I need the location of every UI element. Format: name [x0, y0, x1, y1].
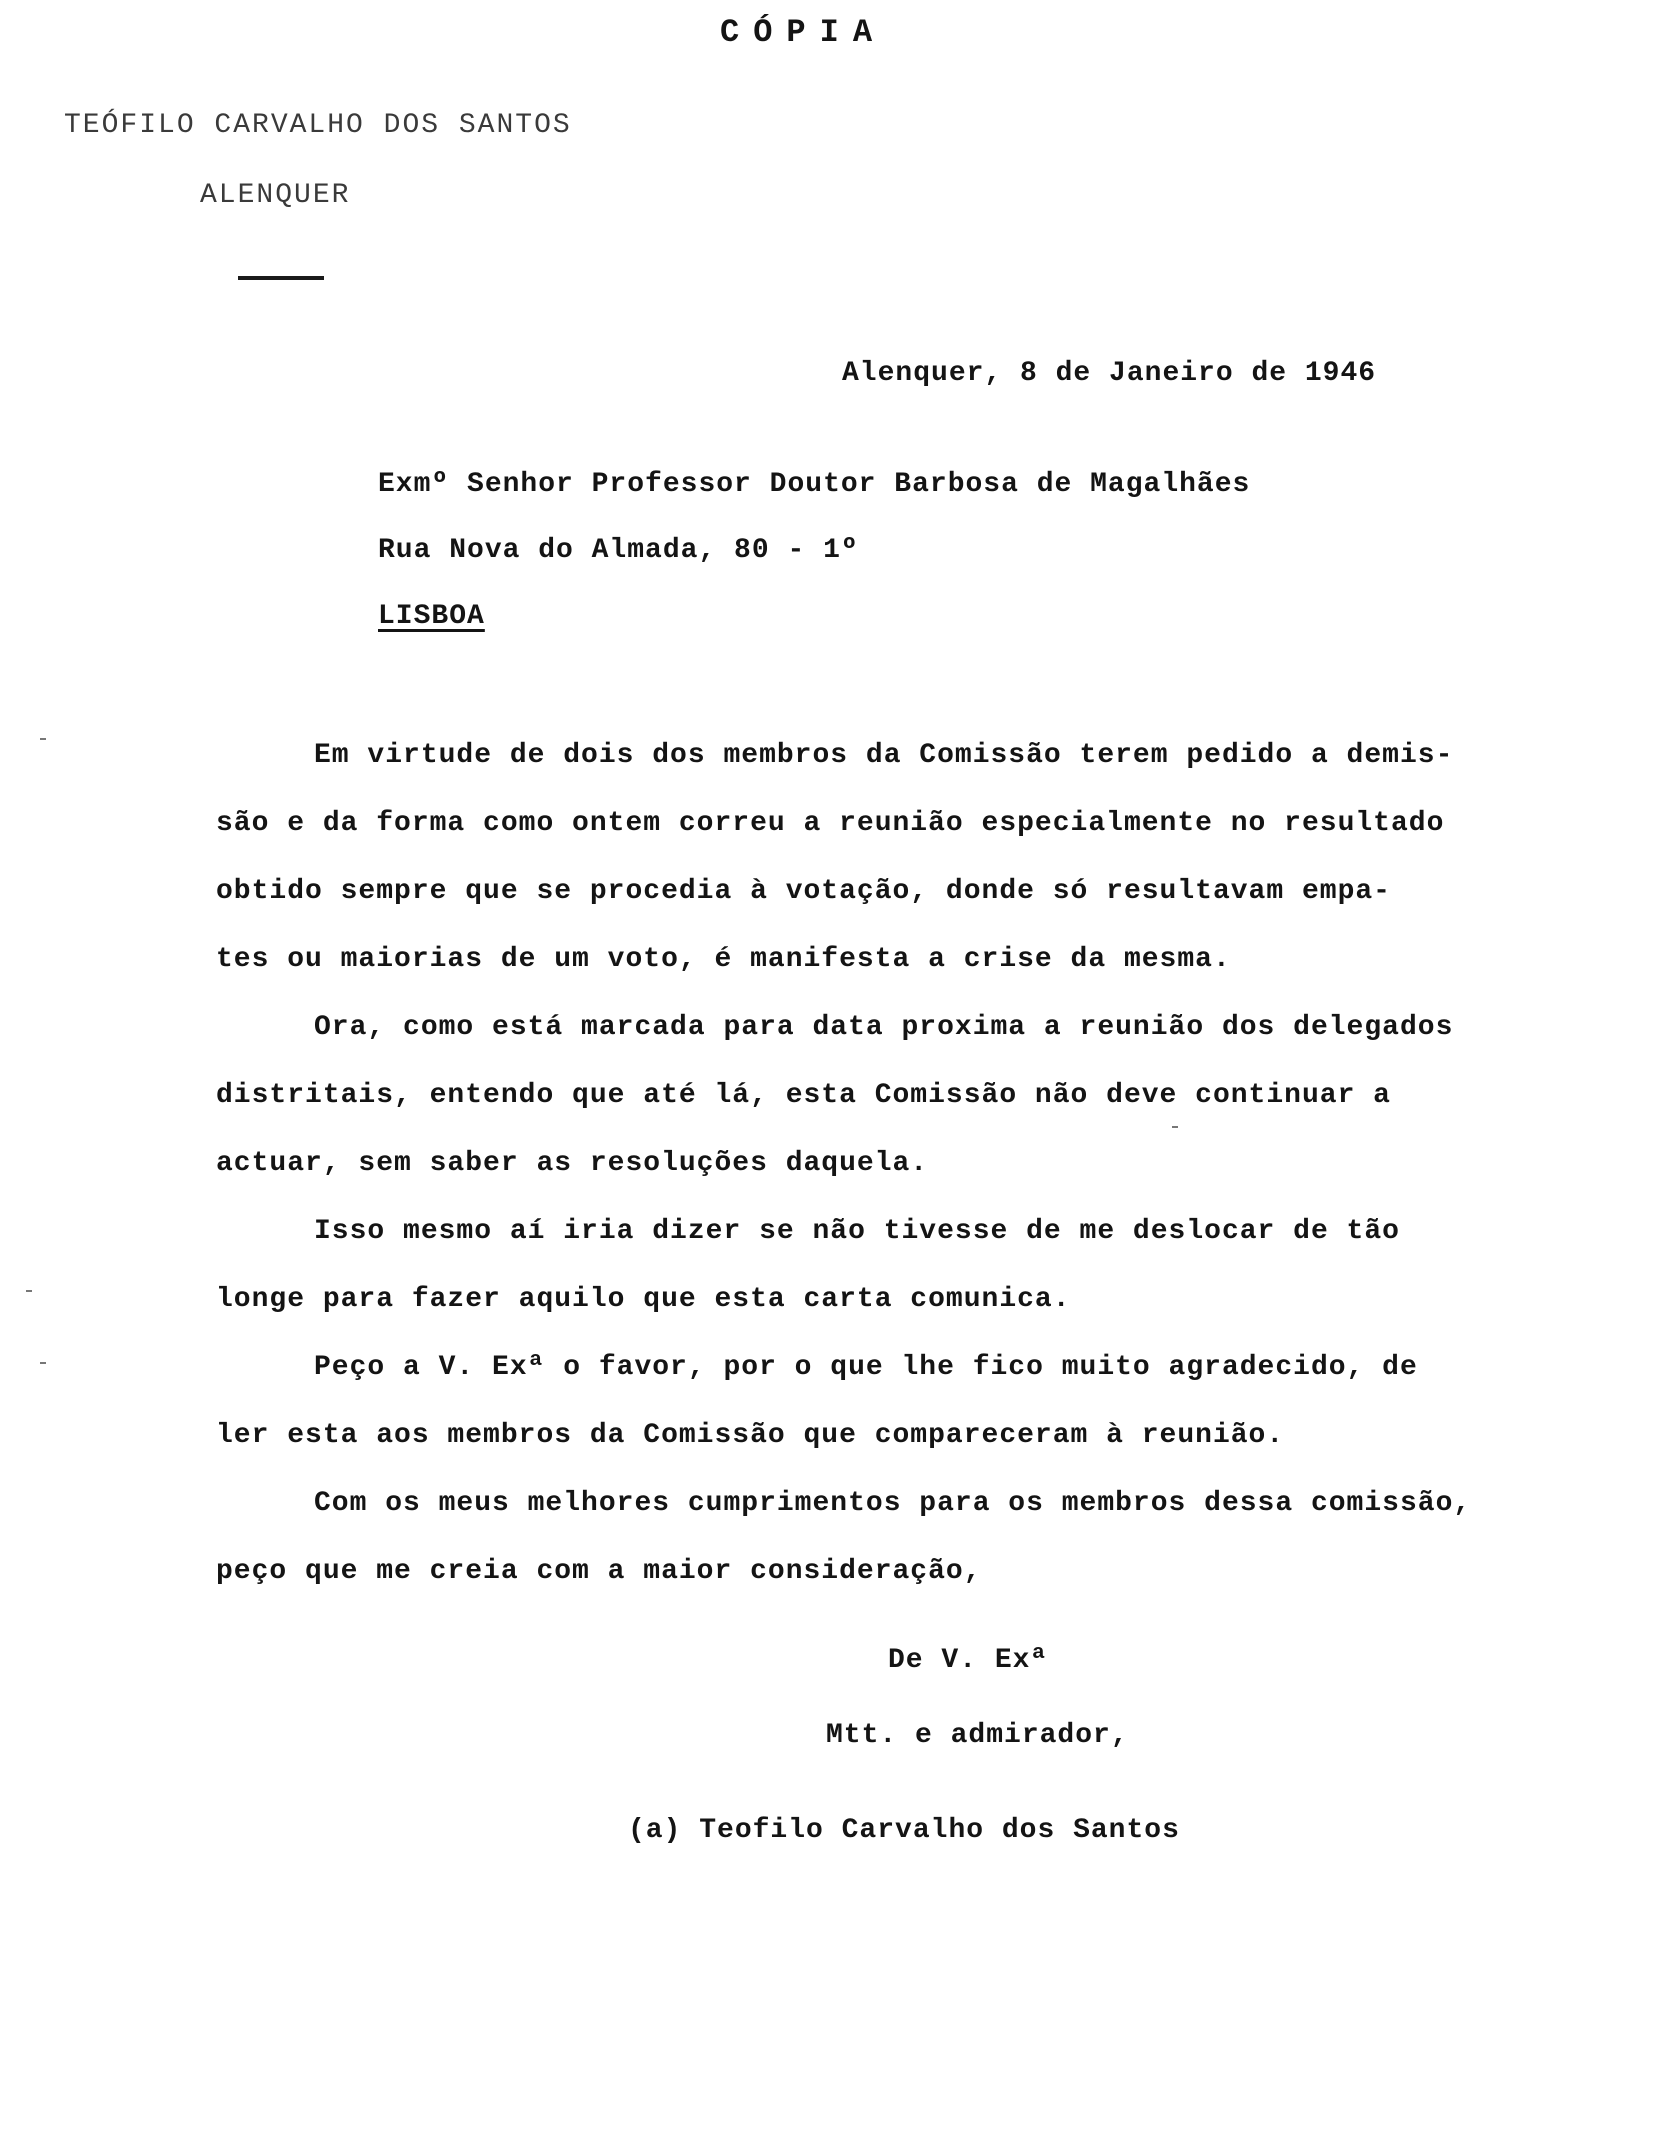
scan-speck — [40, 738, 46, 740]
addressee-block — [378, 452, 1250, 650]
body-line: Com os meus melhores cumprimentos para os membros dessa comissão, — [314, 1488, 1472, 1519]
body-line: ler esta aos membros da Comissão que compareceram à reunião. — [216, 1420, 1285, 1451]
date-line: Alenquer, 8 de Janeiro de 1946 — [842, 358, 1377, 389]
addressee-name: Exmº Senhor Professor Doutor Barbosa de Magalhães — [378, 469, 1251, 500]
body-line: peço que me creia com a maior consideração, — [216, 1556, 982, 1587]
body-line: Ora, como está marcada para data proxima a reunião dos delegados — [314, 1012, 1454, 1043]
scan-speck — [1172, 1126, 1178, 1128]
scan-speck — [40, 1362, 46, 1364]
body-line: longe para fazer aquilo que esta carta comunica. — [216, 1284, 1071, 1315]
letter-body — [216, 722, 1606, 1606]
body-line: obtido sempre que se procedia à votação, donde só resultavam empa- — [216, 876, 1391, 907]
body-line: tes ou maiorias de um voto, é manifesta a crise da mesma. — [216, 944, 1231, 975]
addressee-city: LISBOA — [378, 601, 485, 632]
body-line: actuar, sem saber as resoluções daquela. — [216, 1148, 929, 1179]
sender-divider — [238, 276, 324, 280]
body-line: Isso mesmo aí iria dizer se não tivesse de me deslocar de tão — [314, 1216, 1400, 1247]
body-line: distritais, entendo que até lá, esta Comissão não deve continuar a — [216, 1080, 1391, 1111]
body-line: são e da forma como ontem correu a reunião especialmente no resultado — [216, 808, 1445, 839]
sender-town: ALENQUER — [200, 180, 351, 211]
document-heading: CÓPIA — [720, 14, 887, 51]
closing-salutation: De V. Exª — [888, 1645, 1049, 1676]
sender-name: TEÓFILO CARVALHO DOS SANTOS — [64, 110, 572, 141]
scan-speck — [26, 1290, 32, 1292]
addressee-street: Rua Nova do Almada, 80 - 1º — [378, 535, 859, 566]
body-line: Em virtude de dois dos membros da Comissão terem pedido a demis- — [314, 740, 1454, 771]
closing-regards: Mtt. e admirador, — [826, 1720, 1129, 1751]
body-line: Peço a V. Exª o favor, por o que lhe fico muito agradecido, de — [314, 1352, 1418, 1383]
signature-line: (a) Teofilo Carvalho dos Santos — [628, 1815, 1180, 1846]
